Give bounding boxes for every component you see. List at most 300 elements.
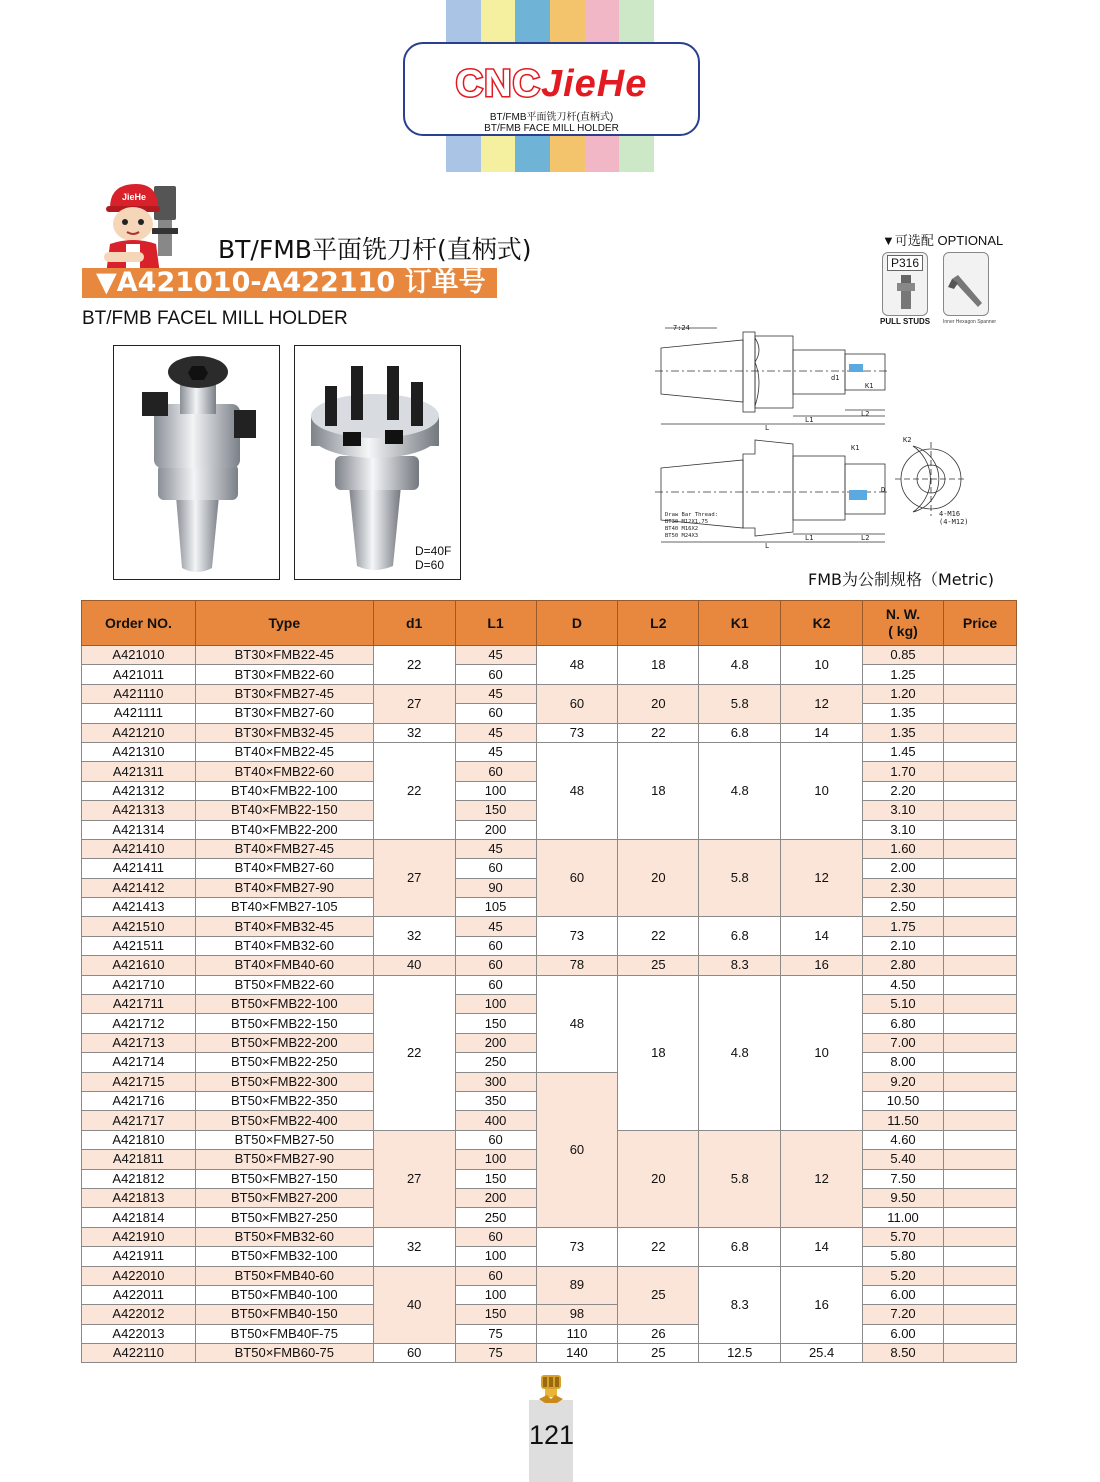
l2-cell: 26 xyxy=(618,1324,699,1343)
price-cell xyxy=(943,995,1016,1014)
order-number-cell: A421717 xyxy=(82,1111,196,1130)
page-title-cn: BT/FMB平面铣刀杆(直柄式) xyxy=(218,235,532,264)
net-weight-cell: 4.50 xyxy=(863,975,944,994)
d-cell: 60 xyxy=(536,1072,618,1227)
price-cell xyxy=(943,1053,1016,1072)
net-weight-cell: 5.40 xyxy=(863,1150,944,1169)
order-number-cell: A421110 xyxy=(82,684,196,703)
d1-cell: 32 xyxy=(373,723,455,742)
price-cell xyxy=(943,1227,1016,1246)
l1-cell: 60 xyxy=(455,859,536,878)
type-cell: BT40×FMB32-45 xyxy=(195,917,373,936)
order-number-cell: A421814 xyxy=(82,1208,196,1227)
net-weight-cell: 1.45 xyxy=(863,742,944,761)
k2-cell: 14 xyxy=(781,917,863,956)
d-cell: 48 xyxy=(536,742,618,839)
type-cell: BT40×FMB22-60 xyxy=(195,762,373,781)
table-row xyxy=(82,1305,1017,1324)
net-weight-cell: 3.10 xyxy=(863,801,944,820)
d1-cell: 27 xyxy=(373,1130,455,1227)
header-nw xyxy=(863,601,944,646)
drawing-label-k1-lower: K1 xyxy=(851,444,860,452)
type-cell: BT50×FMB60-75 xyxy=(195,1344,373,1363)
l2-cell: 20 xyxy=(618,684,699,723)
net-weight-cell: 5.10 xyxy=(863,995,944,1014)
price-cell xyxy=(943,704,1016,723)
brand-cnc: CNC xyxy=(455,63,541,105)
table-row xyxy=(82,1072,1017,1091)
brand-logo-box xyxy=(403,42,700,136)
net-weight-cell: 1.60 xyxy=(863,839,944,858)
pull-stud-accessory xyxy=(882,252,928,316)
order-number-cell: A421715 xyxy=(82,1072,196,1091)
order-number-cell: A422110 xyxy=(82,1344,196,1363)
footer-mascot-icon xyxy=(533,1373,569,1403)
l2-cell: 25 xyxy=(618,956,699,975)
order-number-cell: A421713 xyxy=(82,1033,196,1052)
d1-cell: 22 xyxy=(373,742,455,839)
mascot-badge-text: JieHe xyxy=(121,192,147,202)
type-cell: BT40×FMB27-105 xyxy=(195,898,373,917)
type-cell: BT50×FMB22-300 xyxy=(195,1072,373,1091)
l2-cell: 20 xyxy=(618,839,699,917)
drawing-label-d1: d1 xyxy=(831,374,840,382)
order-number-cell: A421510 xyxy=(82,917,196,936)
d-cell: 110 xyxy=(536,1324,618,1343)
l1-cell: 250 xyxy=(455,1053,536,1072)
table-row xyxy=(82,1227,1017,1246)
holder-image-1 xyxy=(114,346,280,580)
d-cell: 73 xyxy=(536,1227,618,1266)
l1-cell: 100 xyxy=(455,781,536,800)
l2-cell: 20 xyxy=(618,1130,699,1227)
table-row xyxy=(82,839,1017,858)
order-number-cell: A421413 xyxy=(82,898,196,917)
header-l2: L2 xyxy=(618,601,699,646)
net-weight-cell: 9.50 xyxy=(863,1188,944,1207)
l1-cell: 100 xyxy=(455,995,536,1014)
type-cell: BT50×FMB22-150 xyxy=(195,1014,373,1033)
net-weight-cell: 7.50 xyxy=(863,1169,944,1188)
drawing-label-m16: 4-M16 xyxy=(939,510,961,518)
l1-cell: 90 xyxy=(455,878,536,897)
price-cell xyxy=(943,820,1016,839)
order-number-cell: A421716 xyxy=(82,1091,196,1110)
order-number-cell: A421412 xyxy=(82,878,196,897)
header-order: Order NO. xyxy=(82,601,196,646)
order-number-cell: A421010 xyxy=(82,646,196,665)
price-cell xyxy=(943,801,1016,820)
type-cell: BT50×FMB22-100 xyxy=(195,995,373,1014)
net-weight-cell: 3.10 xyxy=(863,820,944,839)
d1-cell: 40 xyxy=(373,956,455,975)
l2-cell: 18 xyxy=(618,646,699,685)
hex-spanner-icon xyxy=(944,253,990,317)
table-header-row xyxy=(82,601,1017,646)
type-cell: BT40×FMB32-60 xyxy=(195,936,373,955)
price-cell xyxy=(943,1091,1016,1110)
type-cell: BT30×FMB22-45 xyxy=(195,646,373,665)
photo-note-line1: D=40F xyxy=(415,544,452,558)
k1-cell: 4.8 xyxy=(699,975,781,1130)
header-k1: K1 xyxy=(699,601,781,646)
d1-cell: 32 xyxy=(373,917,455,956)
price-cell xyxy=(943,665,1016,684)
d-cell: 48 xyxy=(536,975,618,1072)
l1-cell: 105 xyxy=(455,898,536,917)
l1-cell: 45 xyxy=(455,723,536,742)
order-number-cell: A421811 xyxy=(82,1150,196,1169)
d-cell: 98 xyxy=(536,1305,618,1324)
price-cell xyxy=(943,762,1016,781)
price-cell xyxy=(943,1208,1016,1227)
l1-cell: 100 xyxy=(455,1285,536,1304)
d-cell: 78 xyxy=(536,956,618,975)
l1-cell: 45 xyxy=(455,917,536,936)
price-cell xyxy=(943,839,1016,858)
net-weight-cell: 2.20 xyxy=(863,781,944,800)
k1-cell: 5.8 xyxy=(699,684,781,723)
type-cell: BT50×FMB27-250 xyxy=(195,1208,373,1227)
drawing-label-l: L xyxy=(765,424,770,432)
k1-cell: 6.8 xyxy=(699,1227,781,1266)
drawing-label-l1: L1 xyxy=(805,416,814,424)
net-weight-cell: 7.00 xyxy=(863,1033,944,1052)
type-cell: BT50×FMB32-100 xyxy=(195,1247,373,1266)
price-cell xyxy=(943,975,1016,994)
k1-cell: 4.8 xyxy=(699,742,781,839)
k2-cell: 10 xyxy=(781,742,863,839)
l2-cell: 22 xyxy=(618,917,699,956)
order-number-cell: A421312 xyxy=(82,781,196,800)
k1-cell: 5.8 xyxy=(699,1130,781,1227)
drawing-label-l-lower: L xyxy=(765,542,770,550)
order-number-cell: A421911 xyxy=(82,1247,196,1266)
order-number-bar: ▼A421010-A422110 订单号 xyxy=(82,268,497,298)
net-weight-cell: 2.80 xyxy=(863,956,944,975)
k1-cell: 6.8 xyxy=(699,917,781,956)
net-weight-cell: 5.70 xyxy=(863,1227,944,1246)
table-row xyxy=(82,956,1017,975)
l1-cell: 350 xyxy=(455,1091,536,1110)
price-cell xyxy=(943,1150,1016,1169)
type-cell: BT50×FMB22-60 xyxy=(195,975,373,994)
l1-cell: 45 xyxy=(455,684,536,703)
net-weight-cell: 2.00 xyxy=(863,859,944,878)
order-number-cell: A421314 xyxy=(82,820,196,839)
brand-jiehe: JieHe xyxy=(540,63,648,105)
order-number-cell: A421812 xyxy=(82,1169,196,1188)
table-row xyxy=(82,917,1017,936)
mascot-icon xyxy=(96,178,192,274)
drawing-label-m12: (4-M12) xyxy=(939,518,969,526)
drawing-label-d: D xyxy=(881,486,886,494)
l1-cell: 45 xyxy=(455,646,536,665)
d-cell: 60 xyxy=(536,839,618,917)
brand-subtitle-cn: BT/FMB平面铣刀杆(直柄式) xyxy=(489,112,614,123)
l1-cell: 300 xyxy=(455,1072,536,1091)
l1-cell: 100 xyxy=(455,1150,536,1169)
page-title-en: BT/FMB FACEL MILL HOLDER xyxy=(82,308,348,329)
order-number-cell: A422010 xyxy=(82,1266,196,1285)
price-cell xyxy=(943,1285,1016,1304)
l1-cell: 45 xyxy=(455,839,536,858)
d1-cell: 32 xyxy=(373,1227,455,1266)
type-cell: BT30×FMB32-45 xyxy=(195,723,373,742)
order-number-cell: A421411 xyxy=(82,859,196,878)
k1-cell: 4.8 xyxy=(699,646,781,685)
type-cell: BT50×FMB40F-75 xyxy=(195,1324,373,1343)
price-cell xyxy=(943,684,1016,703)
table-row xyxy=(82,646,1017,665)
order-number-cell: A421810 xyxy=(82,1130,196,1149)
table-row xyxy=(82,1324,1017,1343)
net-weight-cell: 1.25 xyxy=(863,665,944,684)
k1-cell: 8.3 xyxy=(699,956,781,975)
l1-cell: 150 xyxy=(455,801,536,820)
order-number-cell: A422011 xyxy=(82,1285,196,1304)
d1-cell: 60 xyxy=(373,1344,455,1363)
drawing-thread-bt40: BT40 M16X2 xyxy=(665,526,699,532)
spec-table xyxy=(81,600,1017,1363)
l1-cell: 60 xyxy=(455,1130,536,1149)
type-cell: BT40×FMB22-100 xyxy=(195,781,373,800)
k2-cell: 25.4 xyxy=(781,1344,863,1363)
price-cell xyxy=(943,1111,1016,1130)
d-cell: 73 xyxy=(536,723,618,742)
optional-label: ▼可选配 OPTIONAL xyxy=(882,233,1004,248)
price-cell xyxy=(943,917,1016,936)
l1-cell: 60 xyxy=(455,1227,536,1246)
d-cell: 140 xyxy=(536,1344,618,1363)
type-cell: BT50×FMB40-150 xyxy=(195,1305,373,1324)
type-cell: BT50×FMB40-100 xyxy=(195,1285,373,1304)
type-cell: BT50×FMB22-350 xyxy=(195,1091,373,1110)
d-cell: 89 xyxy=(536,1266,618,1305)
d-cell: 60 xyxy=(536,684,618,723)
d-cell: 73 xyxy=(536,917,618,956)
k2-cell: 14 xyxy=(781,723,863,742)
metric-spec-note: FMB为公制规格（Metric) xyxy=(808,570,994,589)
k2-cell: 12 xyxy=(781,684,863,723)
order-number-cell: A421910 xyxy=(82,1227,196,1246)
price-cell xyxy=(943,1305,1016,1324)
table-row xyxy=(82,1344,1017,1363)
net-weight-cell: 1.70 xyxy=(863,762,944,781)
l1-cell: 45 xyxy=(455,742,536,761)
price-cell xyxy=(943,1014,1016,1033)
net-weight-cell: 5.80 xyxy=(863,1247,944,1266)
order-number-cell: A421711 xyxy=(82,995,196,1014)
l1-cell: 60 xyxy=(455,762,536,781)
pull-stud-code: P316 xyxy=(887,255,923,271)
price-cell xyxy=(943,742,1016,761)
order-number-cell: A422013 xyxy=(82,1324,196,1343)
k2-cell: 12 xyxy=(781,839,863,917)
order-number-cell: A421311 xyxy=(82,762,196,781)
price-cell xyxy=(943,1169,1016,1188)
l1-cell: 60 xyxy=(455,1266,536,1285)
type-cell: BT50×FMB22-250 xyxy=(195,1053,373,1072)
brand-subtitle-en: BT/FMB FACE MILL HOLDER xyxy=(484,123,619,134)
l1-cell: 60 xyxy=(455,975,536,994)
price-cell xyxy=(943,646,1016,665)
table-row xyxy=(82,742,1017,761)
k2-cell: 10 xyxy=(781,646,863,685)
type-cell: BT40×FMB40-60 xyxy=(195,956,373,975)
drawing-taper-label: 7:24 xyxy=(673,324,690,332)
k2-cell: 16 xyxy=(781,956,863,975)
table-row xyxy=(82,723,1017,742)
price-cell xyxy=(943,898,1016,917)
price-cell xyxy=(943,956,1016,975)
l1-cell: 75 xyxy=(455,1324,536,1343)
l1-cell: 250 xyxy=(455,1208,536,1227)
table-row xyxy=(82,684,1017,703)
net-weight-cell: 11.00 xyxy=(863,1208,944,1227)
net-weight-cell: 2.50 xyxy=(863,898,944,917)
net-weight-cell: 4.60 xyxy=(863,1130,944,1149)
type-cell: BT40×FMB27-45 xyxy=(195,839,373,858)
type-cell: BT50×FMB27-150 xyxy=(195,1169,373,1188)
order-number-cell: A421410 xyxy=(82,839,196,858)
price-cell xyxy=(943,781,1016,800)
order-number-cell: A421714 xyxy=(82,1053,196,1072)
drawing-label-l2-lower: L2 xyxy=(861,534,870,542)
type-cell: BT50×FMB27-50 xyxy=(195,1130,373,1149)
order-number-cell: A422012 xyxy=(82,1305,196,1324)
l1-cell: 60 xyxy=(455,956,536,975)
net-weight-cell: 6.80 xyxy=(863,1014,944,1033)
net-weight-cell: 1.35 xyxy=(863,723,944,742)
drawing-thread-bt50: BT50 M24X3 xyxy=(665,533,699,539)
net-weight-cell: 1.20 xyxy=(863,684,944,703)
net-weight-cell: 1.75 xyxy=(863,917,944,936)
l1-cell: 60 xyxy=(455,936,536,955)
order-number-cell: A421712 xyxy=(82,1014,196,1033)
l1-cell: 100 xyxy=(455,1247,536,1266)
d1-cell: 22 xyxy=(373,975,455,1130)
header-k2: K2 xyxy=(781,601,863,646)
l1-cell: 200 xyxy=(455,820,536,839)
table-row xyxy=(82,1266,1017,1285)
k2-cell: 14 xyxy=(781,1227,863,1266)
drawing-thread-bt30: BT30 M12X1.75 xyxy=(665,519,709,525)
net-weight-cell: 5.20 xyxy=(863,1266,944,1285)
page-number: 121 xyxy=(529,1420,575,1450)
price-cell xyxy=(943,1344,1016,1363)
d1-cell: 22 xyxy=(373,646,455,685)
order-number-cell: A421313 xyxy=(82,801,196,820)
price-cell xyxy=(943,1033,1016,1052)
type-cell: BT50×FMB40-60 xyxy=(195,1266,373,1285)
d-cell: 48 xyxy=(536,646,618,685)
net-weight-cell: 6.00 xyxy=(863,1324,944,1343)
type-cell: BT40×FMB22-150 xyxy=(195,801,373,820)
price-cell xyxy=(943,723,1016,742)
net-weight-cell: 1.35 xyxy=(863,704,944,723)
l2-cell: 18 xyxy=(618,975,699,1130)
k2-cell: 16 xyxy=(781,1266,863,1344)
l1-cell: 400 xyxy=(455,1111,536,1130)
type-cell: BT50×FMB22-400 xyxy=(195,1111,373,1130)
price-cell xyxy=(943,1072,1016,1091)
net-weight-cell: 0.85 xyxy=(863,646,944,665)
net-weight-cell: 8.00 xyxy=(863,1053,944,1072)
price-cell xyxy=(943,878,1016,897)
product-photo-bt-fmb xyxy=(113,345,280,580)
type-cell: BT50×FMB27-90 xyxy=(195,1150,373,1169)
price-cell xyxy=(943,1266,1016,1285)
net-weight-cell: 11.50 xyxy=(863,1111,944,1130)
type-cell: BT30×FMB22-60 xyxy=(195,665,373,684)
order-number-cell: A421310 xyxy=(82,742,196,761)
l1-cell: 60 xyxy=(455,704,536,723)
price-cell xyxy=(943,1188,1016,1207)
d1-cell: 27 xyxy=(373,684,455,723)
price-cell xyxy=(943,1130,1016,1149)
l1-cell: 200 xyxy=(455,1033,536,1052)
k2-cell: 12 xyxy=(781,1130,863,1227)
type-cell: BT50×FMB22-200 xyxy=(195,1033,373,1052)
header-type: Type xyxy=(195,601,373,646)
l2-cell: 25 xyxy=(618,1344,699,1363)
header-price: Price xyxy=(943,601,1016,646)
photo-note-line2: D=60 xyxy=(415,558,445,572)
price-cell xyxy=(943,859,1016,878)
drawing-label-k1: K1 xyxy=(865,382,874,390)
d1-cell: 27 xyxy=(373,839,455,917)
header-l1: L1 xyxy=(455,601,536,646)
net-weight-cell: 10.50 xyxy=(863,1091,944,1110)
drawing-label-l1-lower: L1 xyxy=(805,534,814,542)
type-cell: BT40×FMB22-45 xyxy=(195,742,373,761)
k1-cell: 6.8 xyxy=(699,723,781,742)
type-cell: BT30×FMB27-60 xyxy=(195,704,373,723)
l1-cell: 150 xyxy=(455,1169,536,1188)
technical-drawing xyxy=(655,320,1030,550)
pull-stud-caption: PULL STUDS xyxy=(880,317,931,326)
l2-cell: 18 xyxy=(618,742,699,839)
order-number-cell: A421710 xyxy=(82,975,196,994)
type-cell: BT50×FMB27-200 xyxy=(195,1188,373,1207)
l2-cell: 22 xyxy=(618,1227,699,1266)
type-cell: BT40×FMB27-90 xyxy=(195,878,373,897)
type-cell: BT40×FMB27-60 xyxy=(195,859,373,878)
l1-cell: 200 xyxy=(455,1188,536,1207)
order-number-cell: A421011 xyxy=(82,665,196,684)
header-d1: d1 xyxy=(373,601,455,646)
l1-cell: 150 xyxy=(455,1014,536,1033)
net-weight-cell: 2.10 xyxy=(863,936,944,955)
order-number-cell: A421210 xyxy=(82,723,196,742)
product-photo-bt-fmb-f xyxy=(294,345,461,580)
net-weight-cell: 2.30 xyxy=(863,878,944,897)
price-cell xyxy=(943,1324,1016,1343)
order-number-cell: A421610 xyxy=(82,956,196,975)
brand-logo xyxy=(405,64,698,104)
l1-cell: 60 xyxy=(455,665,536,684)
k2-cell: 10 xyxy=(781,975,863,1130)
net-weight-cell: 9.20 xyxy=(863,1072,944,1091)
l1-cell: 150 xyxy=(455,1305,536,1324)
type-cell: BT50×FMB32-60 xyxy=(195,1227,373,1246)
hex-spanner-accessory xyxy=(943,252,989,316)
type-cell: BT30×FMB27-45 xyxy=(195,684,373,703)
drawing-thread-title: Draw Bar Thread: xyxy=(665,512,718,518)
order-number-cell: A421111 xyxy=(82,704,196,723)
drawing-label-l2: L2 xyxy=(861,410,870,418)
